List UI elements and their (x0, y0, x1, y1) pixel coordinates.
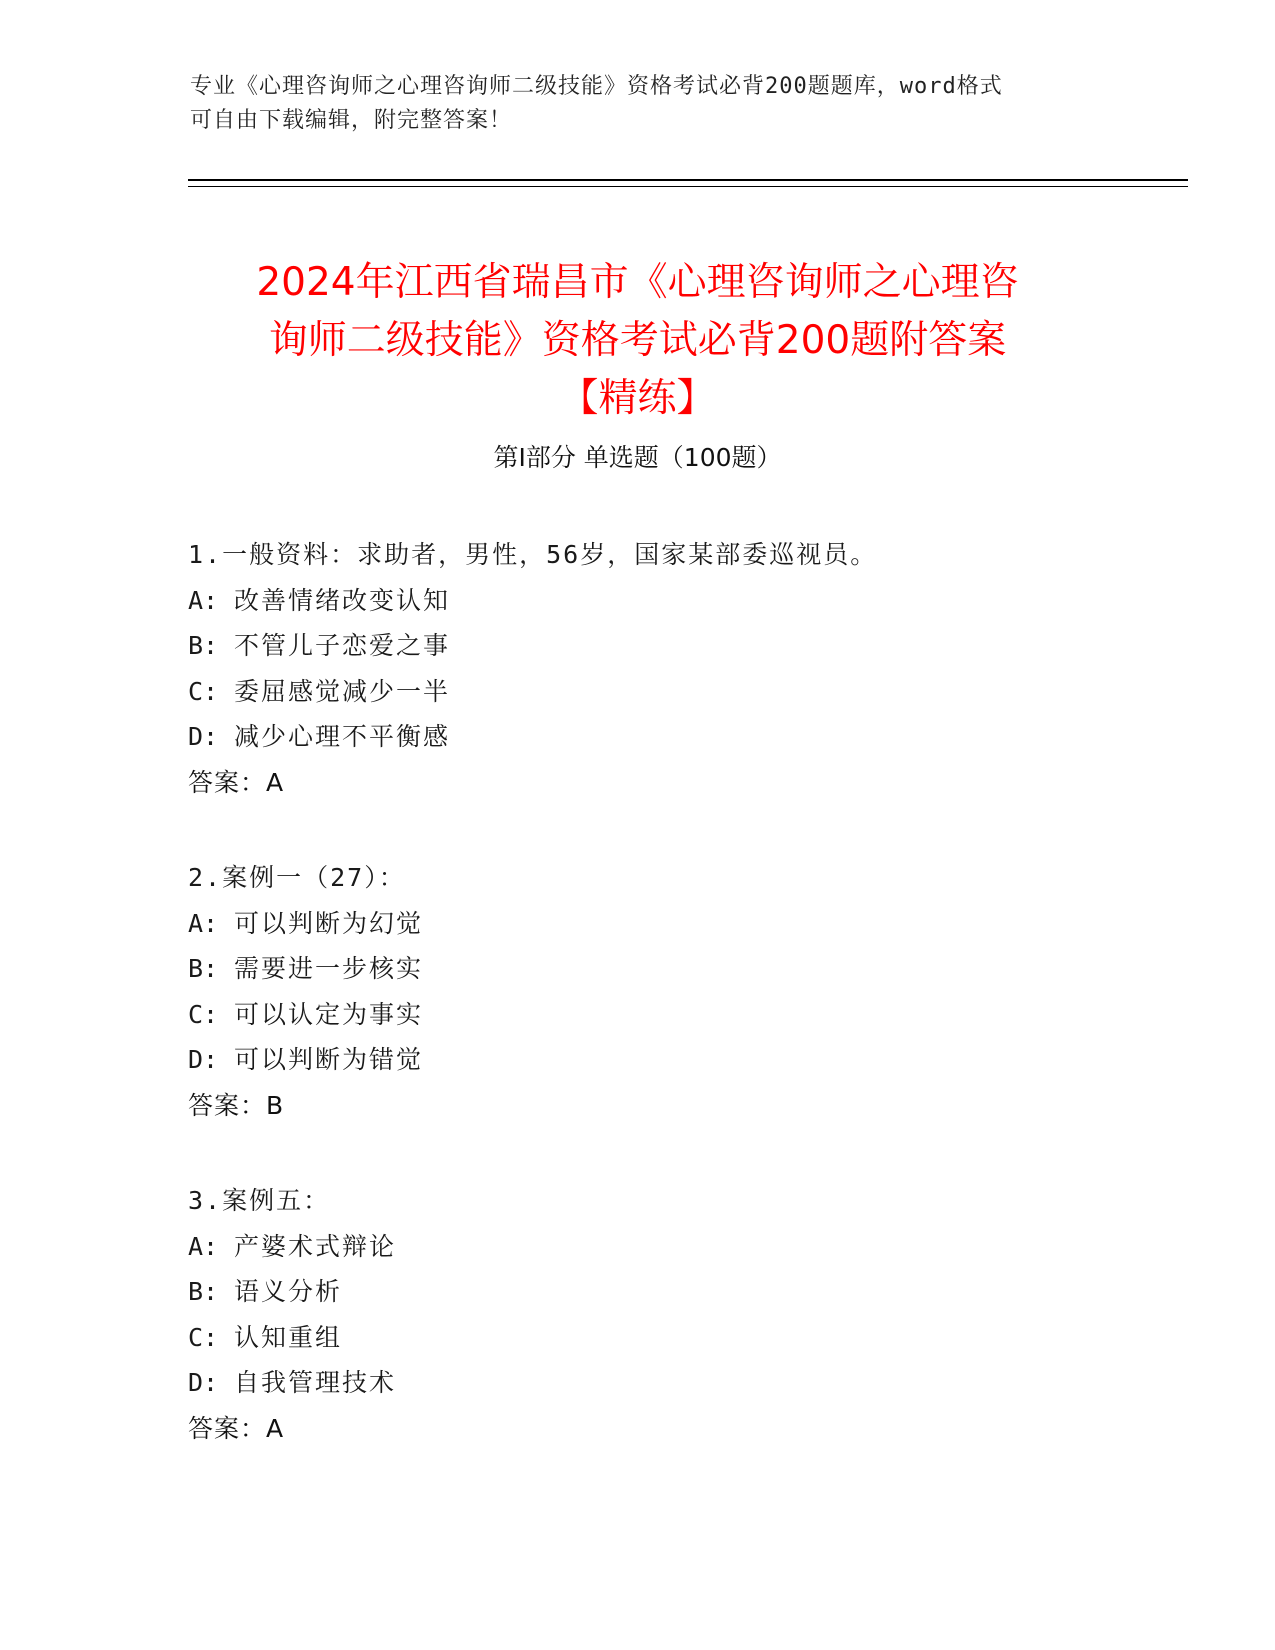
option-text: 语义分析 (234, 1277, 343, 1306)
option-letter: B: (188, 631, 219, 660)
question-item (188, 532, 1138, 805)
answer-line: 答案：B (188, 1090, 285, 1120)
option-text: 认知重组 (234, 1322, 343, 1352)
option-text: 可以判断为错觉 (234, 1045, 424, 1074)
question-stem: 3.案例五： (188, 1186, 331, 1215)
option-a (188, 1224, 1138, 1270)
question-item (188, 1178, 1138, 1451)
option-d (188, 714, 1138, 760)
header-divider-thin (188, 186, 1188, 187)
option-b (188, 946, 1138, 992)
option-letter: D: (188, 722, 219, 751)
document-title-line-2: 询师二级技能》资格考试必背200题附答案 (268, 318, 1007, 364)
option-letter: A: (188, 908, 219, 938)
question-stem: 1.一般资料：求助者，男性，56岁，国家某部委巡视员。 (188, 540, 878, 569)
option-text: 改善情绪改变认知 (234, 585, 451, 615)
option-letter: D: (188, 1045, 219, 1074)
option-letter: D: (188, 1368, 219, 1397)
option-letter: C: (188, 1322, 219, 1352)
option-letter: A: (188, 585, 219, 615)
option-b (188, 1269, 1138, 1315)
option-letter: B: (188, 1277, 219, 1306)
option-text: 产婆术式辩论 (234, 1231, 397, 1261)
option-a (188, 901, 1138, 947)
option-letter: A: (188, 1231, 219, 1261)
question-item (188, 855, 1138, 1128)
option-a (188, 578, 1138, 624)
option-letter: C: (188, 999, 219, 1029)
option-text: 可以认定为事实 (234, 999, 424, 1029)
answer-line: 答案：A (188, 767, 285, 797)
option-c (188, 1315, 1138, 1361)
option-d (188, 1360, 1138, 1406)
document-title-line-3: 【精练】 (559, 376, 716, 422)
option-text: 减少心理不平衡感 (234, 722, 451, 751)
option-d (188, 1037, 1138, 1083)
header-note (190, 70, 1090, 138)
document-title-line-1: 2024年江西省瑞昌市《心理咨询师之心理咨 (256, 260, 1019, 306)
document-title (150, 254, 1125, 428)
option-text: 不管儿子恋爱之事 (234, 631, 451, 660)
option-c (188, 669, 1138, 715)
question-list (188, 532, 1138, 1501)
header-note-line-1: 专业《心理咨询师之心理咨询师二级技能》资格考试必背200题题库，word格式 (190, 74, 1003, 99)
option-letter: B: (188, 954, 219, 983)
option-text: 委屈感觉减少一半 (234, 676, 451, 706)
question-stem: 2.案例一（27）： (188, 863, 406, 892)
section-heading: 第Ⅰ部分 单选题（100题） (493, 443, 782, 472)
answer-line: 答案：A (188, 1413, 285, 1443)
option-text: 需要进一步核实 (234, 954, 424, 983)
option-letter: C: (188, 676, 219, 706)
option-c (188, 992, 1138, 1038)
option-text: 自我管理技术 (234, 1368, 397, 1397)
header-note-line-2: 可自由下载编辑，附完整答案！ (190, 108, 513, 133)
option-b (188, 623, 1138, 669)
option-text: 可以判断为幻觉 (234, 908, 424, 938)
header-divider-thick (188, 179, 1188, 181)
